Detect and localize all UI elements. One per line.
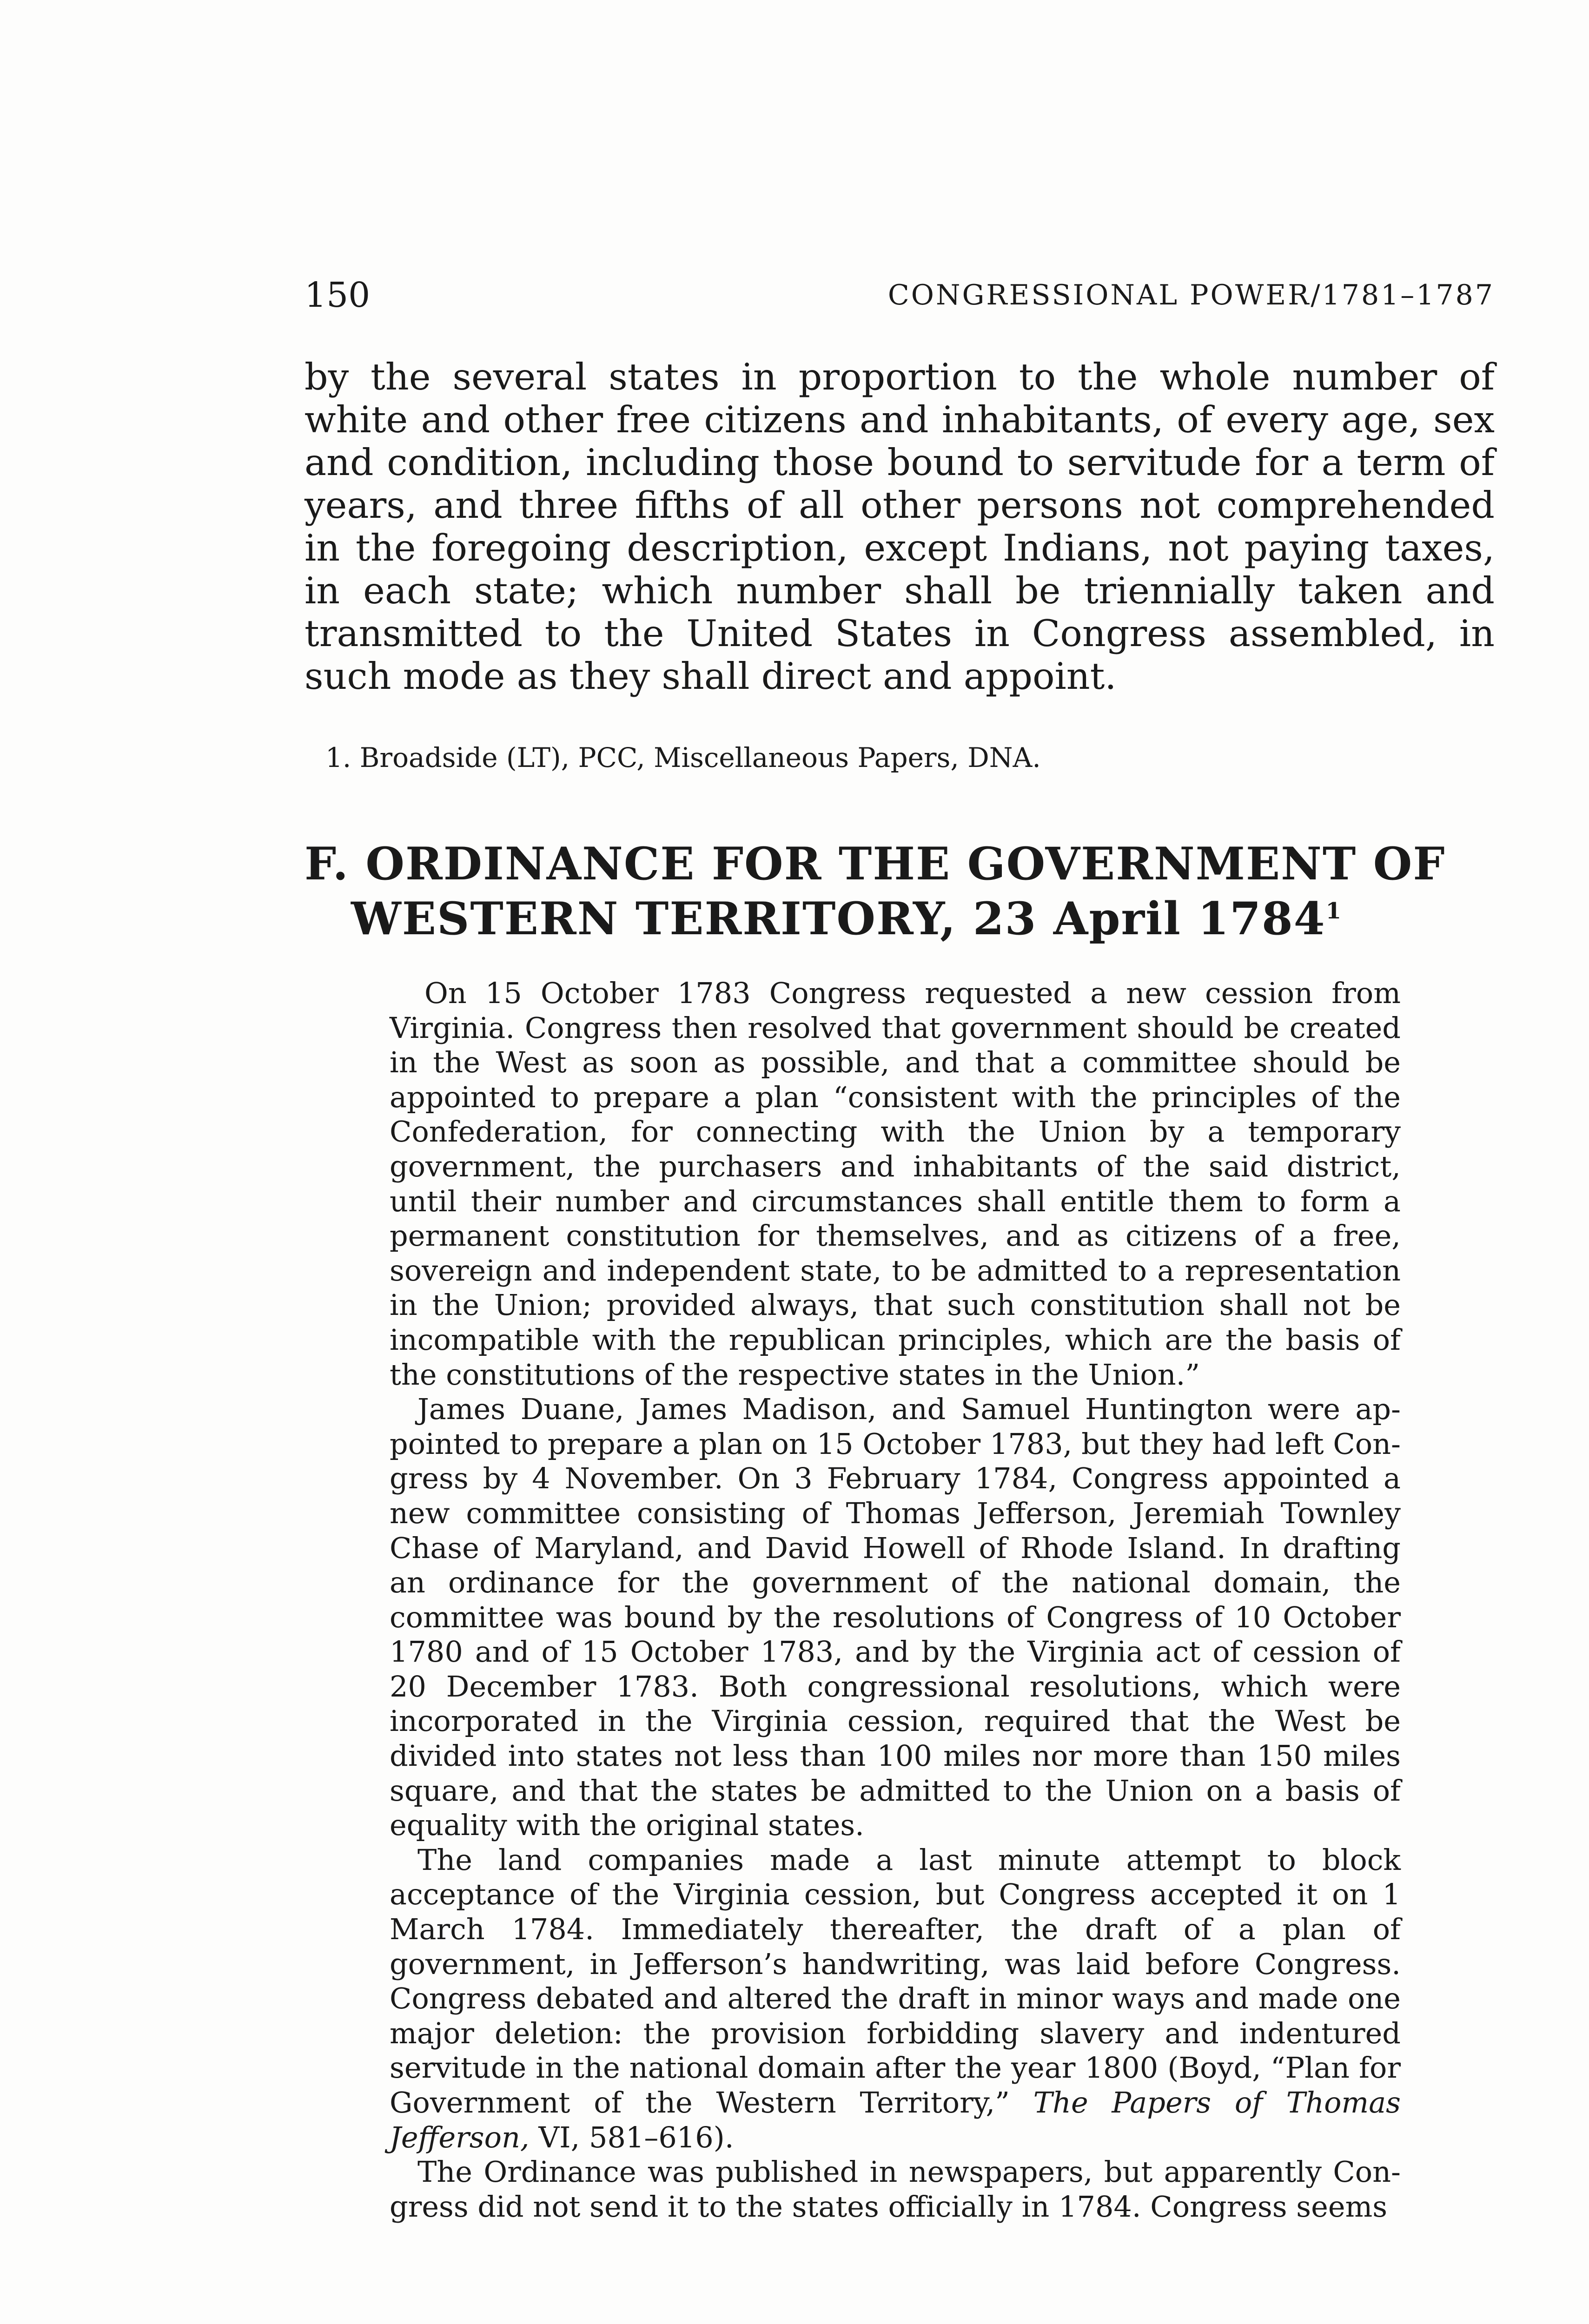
section-heading [305, 837, 1495, 946]
continued-paragraph: by the several states in proportion to the whole number of white and other free citizens and inhabitants, of every age, sex and condition, including those bound to servitude for a term of years, and three fifths of all other persons not comprehended in the foregoing description, except Indians, not paying taxes, in each state; which number shall be triennially taken and transmitted to the United States in Congress assembled, in such mode as they shall direct and appoint. [305, 356, 1495, 698]
section-heading-line2: WESTERN TERRITORY, 23 April 1784 [351, 892, 1326, 945]
running-head [305, 270, 1495, 321]
heading-footnote-mark: 1 [1325, 898, 1342, 924]
section-heading-line2-wrap [305, 891, 1495, 946]
footnote: 1. Broadside (LT), PCC, Miscellaneous Papers, DNA. [325, 742, 1041, 773]
page-number: 150 [305, 275, 371, 315]
intro-paragraph-3 [390, 1843, 1401, 2155]
section-heading-line1: F. ORDINANCE FOR THE GOVERNMENT OF [305, 838, 1446, 890]
book-title: The Papers of Thomas Jefferson, [390, 2086, 1401, 2154]
intro-paragraph-2: James Duane, James Madison, and Samuel Huntington were appointed to prepare a plan on 15 October 1783, but they had left Congress by 4 November. On 3 February 1784, Congress appointed a new committee consisting of Thomas Jefferson, Jeremiah Townley Chase of Maryland, and David Howell of Rhode Island. In drafting an ordinance for the government of the national domain, the committee was bound by the resolutions of Congress of 10 October 1780 and of 15 October 1783, and by the Virginia act of cession of 20 December 1783. Both congressional resolutions, which were incorporated in the Virginia cession, required that the West be divided into states not less than 100 miles nor more than 150 miles square, and that the states be admitted to the Union on a basis of equality with the original states. [390, 1392, 1401, 1842]
intro-paragraph-4: The Ordinance was published in newspapers, but apparently Congress did not send it to the states officially in 1784. Congress seems [390, 2155, 1401, 2224]
intro-paragraph-3-text: The land companies made a last minute attempt to block acceptance of the Virginia cession, but Congress accepted it on 1 March 1784. Immediately thereafter, the draft of a plan of government, in Jefferson’s handwriting, was laid before Congress. Congress debated and altered the draft in minor ways and made one major deletion: the provision forbidding slavery and indentured servitude in the national domain after the year 1800 (Boyd, “Plan for Government of the Western Territory,” [390, 1842, 1401, 2119]
intro-paragraph-3-citation: VI, 581–616). [538, 2120, 734, 2154]
running-title: CONGRESSIONAL POWER/1781–1787 [887, 279, 1495, 311]
introductory-note [390, 976, 1401, 2224]
intro-paragraph-1: On 15 October 1783 Congress requested a new cession from Virginia. Congress then resolved that government should be created in the West as soon as possible, and that a committee should be appointed to prepare a plan “consistent with the principles of the Confederation, for connecting with the Union by a temporary government, the purchasers and inhabitants of the said district, until their number and circumstances shall entitle them to form a permanent constitution for themselves, and as citizens of a free, sovereign and independent state, to be admitted to a representation in the Union; provided always, that such constitution shall not be incompatible with the republican principles, which are the basis of the constitutions of the respective states in the Union.” [390, 976, 1401, 1392]
